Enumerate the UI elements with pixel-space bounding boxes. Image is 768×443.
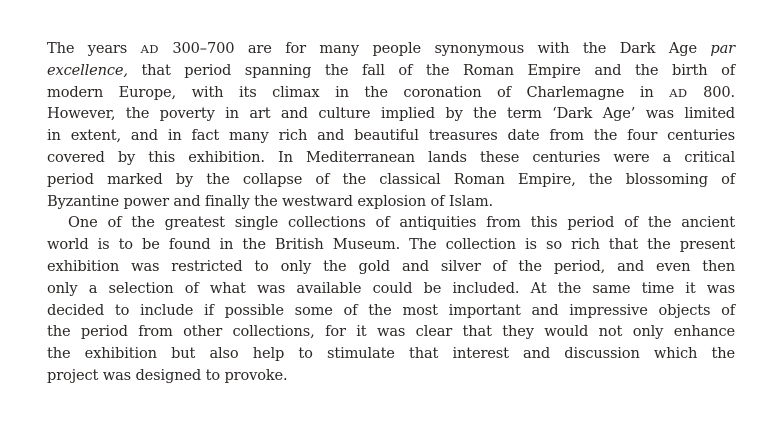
text-run: world is to be found in the British Museum. The collection is so rich that the present bbox=[47, 236, 735, 254]
text-run: modern Europe, with its climax in the coronation of Charlemagne in bbox=[47, 83, 670, 101]
text-line bbox=[47, 278, 735, 300]
era-abbreviation: AD bbox=[140, 42, 159, 56]
text-line bbox=[47, 169, 735, 191]
text-run: One of the greatest single collections of antiquities from this period of the ancient bbox=[68, 214, 735, 232]
text-run: The years bbox=[47, 40, 141, 57]
text-run: in extent, and in fact many rich and beautiful treasures date from the four centuries bbox=[47, 127, 735, 145]
text-run: the exhibition but also help to stimulate that interest and discussion which the bbox=[47, 345, 735, 363]
text-run: that period spanning the fall of the Roman Empire and the birth of bbox=[127, 61, 735, 79]
text-line bbox=[47, 147, 735, 169]
text-line bbox=[47, 321, 735, 343]
text-line bbox=[47, 103, 735, 125]
text-line bbox=[47, 125, 735, 147]
text-line bbox=[47, 82, 735, 104]
italic-phrase: excellence, bbox=[47, 61, 128, 79]
text-run: 800. bbox=[687, 83, 735, 101]
text-line bbox=[47, 234, 735, 256]
text-run: covered by this exhibition. In Mediterranean lands these centuries were a critical bbox=[47, 148, 735, 166]
text-body bbox=[47, 38, 735, 387]
paragraph bbox=[47, 212, 735, 386]
text-run: 300–700 are for many people synonymous with the Dark Age bbox=[158, 40, 711, 57]
text-run: Byzantine power and finally the westward explosion of Islam. bbox=[47, 192, 494, 210]
text-run: exhibition was restricted to only the gold and silver of the period, and even then bbox=[47, 257, 735, 275]
text-run: decided to include if possible some of the most important and impressive objects of bbox=[47, 301, 735, 319]
text-line bbox=[47, 191, 735, 213]
text-run: period marked by the collapse of the classical Roman Empire, the blossoming of bbox=[47, 170, 735, 188]
document-page bbox=[47, 38, 735, 387]
text-run: only a selection of what was available could be included. At the same time it was bbox=[47, 279, 735, 297]
italic-phrase: par bbox=[710, 40, 735, 57]
text-line bbox=[47, 212, 735, 234]
text-run: However, the poverty in art and culture implied by the term ‘Dark Age’ was limited bbox=[47, 105, 735, 123]
text-line bbox=[47, 38, 735, 60]
text-line bbox=[47, 256, 735, 278]
era-abbreviation: AD bbox=[669, 85, 688, 100]
text-run: project was designed to provoke. bbox=[47, 366, 288, 384]
text-line bbox=[47, 60, 735, 82]
text-run: the period from other collections, for it was clear that they would not only enhance bbox=[47, 323, 735, 341]
text-line bbox=[47, 300, 735, 322]
text-line bbox=[47, 343, 735, 365]
paragraph bbox=[47, 38, 735, 212]
text-line bbox=[47, 365, 735, 387]
